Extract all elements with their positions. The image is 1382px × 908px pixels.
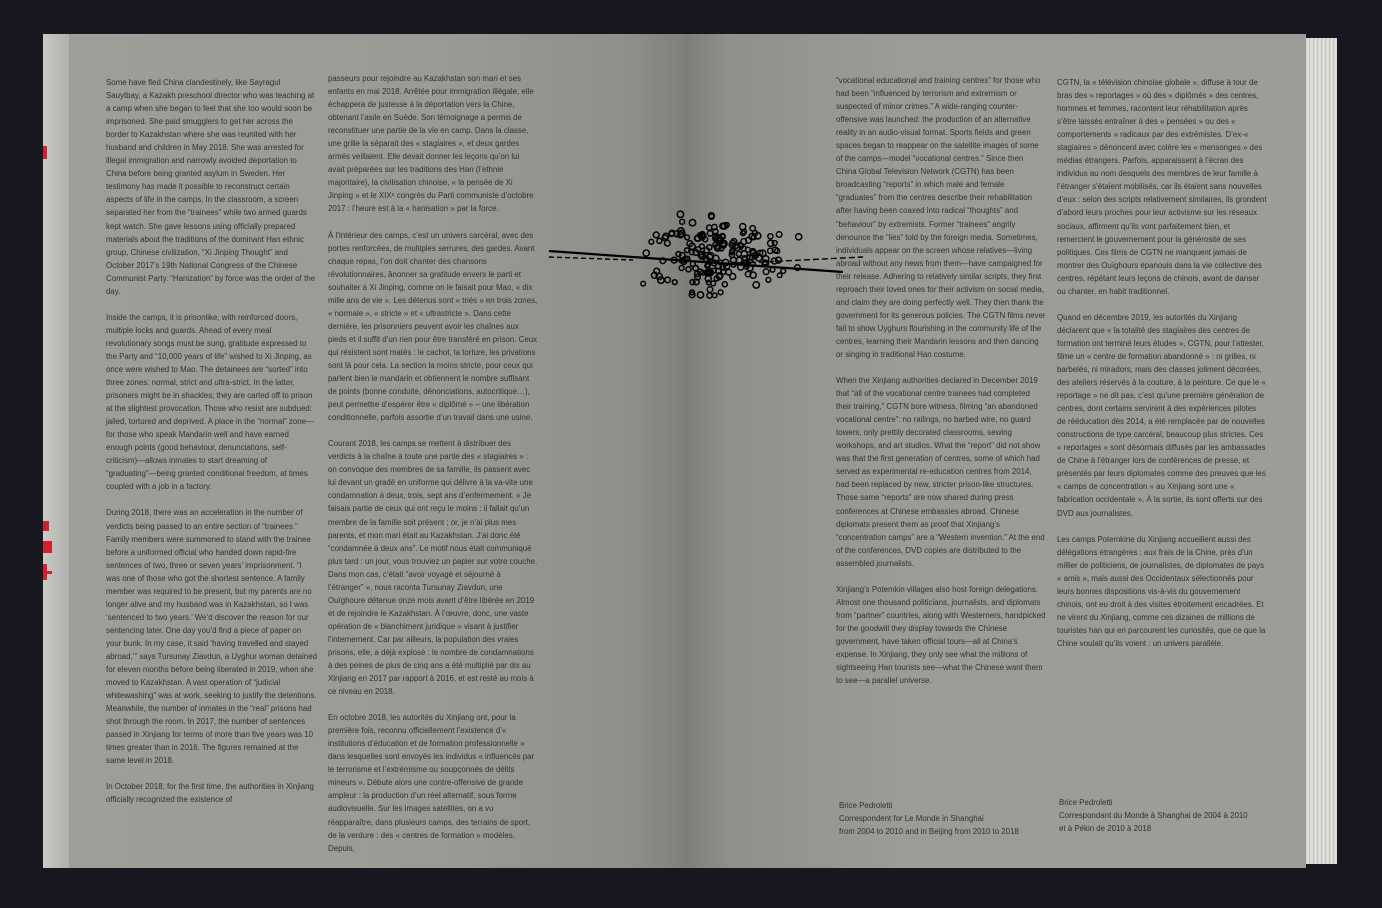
scatter-dot [741,246,746,251]
english-column-3 [836,74,1046,700]
scatter-dot [672,280,677,285]
scatter-dot [722,282,727,287]
scatter-dot [768,234,773,239]
author-credit-english [839,799,1019,838]
scatter-dot [707,287,713,293]
scatter-dot [679,266,684,271]
paragraph: In October 2018, for the first time, the authorities in Xinjiang officially recognized the existence of [106,782,314,805]
scatter-dot [781,269,786,274]
trend-line [549,251,843,272]
red-print-mark [43,541,52,553]
scatter-dot [686,267,691,272]
paragraph: En octobre 2018, les autorités du Xinjiang ont, pour la première fois, reconnu officiellement l’existence d’« institutions d’éducation et de formation professionnelle » dans lesquelles sont envoyés les individus « influencés par le terrorisme et l’extrémisme ou soupçonnés de délits mineurs ». Débute alors une contre-offensive de grande ampleur : la production d’un réel alternatif, sous forme audiovisuelle. Sur les images satellites, on a vu réapparaître, dans plusieurs camps, des terrains de sport, de la verdure : des « centres de formation » modèles. Depuis, [328,713,535,853]
author-dates: from 2004 to 2010 and in Beijing from 2010 to 2018 [839,827,1019,837]
scatter-illustration [543,179,873,369]
scatter-dot [653,232,659,238]
paragraph: À l’intérieur des camps, c’est un univers carcéral, avec des portes renforcées, de multiples serrures, des gardes. Avant chaque repas, l’on doit chanter des chansons révolutionnaires, ânonner sa gratitude envers le parti et souhaiter à Xi Jinping, comme on le faisait pour Mao, « dix mille ans de vie ». Les détenus sont « triés » en trois zones, « normale », « stricte » et « ultrastricte ». Dans cette dernière, les prisonniers peuvent avoir les chaînes aux pieds et il suffit d’un rien pour être transféré en prison. Ceux qui résistent sont matés : le cachot, la torture, les privations sont là pour cela. La section la moins stricte, pour ceux qui parlent bien le mandarin et obtiennent le nombre suffisant de points (bonne conduite, dénonciations, autocritique…), peut permettre d’espérer être « diplômé » – une libération conditionnelle, parfois assortie d’un travail dans une usine. [328,230,538,423]
scatter-dot [680,219,685,224]
scatter-dot [649,239,654,244]
scatter-dot [697,292,703,298]
scatter-dot [690,280,695,285]
paragraph: During 2018, there was an acceleration in the number of verdicts being passed to an entire section of “trainees.” Family members were summoned to stand with the trainee before a uniformed official who handed down rapid-fire sentences of two, three or seven years’ imprisonment. “I was one of those who got the shortest sentence. A family member was required to be present, but my parents are no longer alive and my husband was in Kazakhstan, so I was ‘sentenced to two years.’ We’d discover the reason for our sentencing later. One day you’d find a piece of paper on your bunk. In my case, it said ‘having travelled and stayed abroad,’” says Tursunay Ziavdun, a Uyghur woman detained for eleven months before being liberated in 2019, when she moved to Kazakhstan. A vast operation of “judicial whitewashing” was at work, seeking to justify the detentions. Meanwhile, the number of inmates in the “real” prisons had shot through the room. In 2017, the number of sentences passed in Xinjiang for terms of more than five years was 10 times greater than in 2016. The figures remained at the same level in 2018. [106,508,317,766]
scatter-dot [777,273,782,278]
scatter-dot [718,290,723,295]
scatter-dot [643,250,649,256]
scatter-dot [770,268,775,273]
dashed-extension-left [549,257,633,260]
paragraph: “vocational educational and training centres” for those who had been “influenced by terrorism and extremism or suspected of minor crimes.” A wide-ranging counter-offensive was launched: the production of an alternative reality in an audio-visual format. Sports fields and green spaces began to reappear on the satellite images of some of the camps—model “vocational centres.” Since then China Global Television Network (CGTN) has been broadcasting “reports” in which male and female “graduates” from the centres describe their rehabilitation after having been coaxed into radical “thoughts” and “behaviour” by extremists. Former “trainees” angrily denounce the “lies” told by the foreign media. Sometimes, individuals appear on the screen whose relatives—living abroad without any news from them—have campaigned for their release. Adhering to relatively similar scripts, they first reproach their loved ones for their activism on social media, and claim they are doing perfectly well. They then thank the government for its generous policies. The CGTN films never fail to show Uyghurs flourishing in the community life of the centres, learning their Mandarin lessons and then dancing or singing in traditional Han costume. [836,76,1046,359]
french-column-4 [1057,76,1267,663]
paragraph: CGTN, la « télévision chinoise globale », diffuse à tour de bras des « reportages » où des « diplômés » des centres, hommes et femmes, racontent leur réhabilitation après s’être laissés entraîner à des « pensées » ou des « comportements » radicaux par des extrémistes. D’ex-« stagiaires » dénoncent avec colère les « mensonges » des médias étrangers. Parfois, apparaissent à l’écran des individus au nom desquels des membres de leur famille à l’étranger s’étaient mobilisés, car ils étaient sans nouvelles d’eux : selon des scripts relativement similaires, ils grondent d’abord leurs proches pour leur activisme sur les réseaux sociaux, affirment qu’ils vont parfaitement bien, et remercient le gouvernement pour la générosité de ses politiques. Ces films de CGTN ne manquent jamais de montrer des Ouïghours épanouis dans la vie collective des centres, répétant leurs leçons de chinois, avant de danser ou chanter, en habit traditionnel. [1057,78,1267,296]
author-dates: et à Pékin de 2010 à 2018 [1059,824,1152,834]
scatter-dot [689,220,695,226]
paragraph: Courant 2018, les camps se mettent à distribuer des verdicts à la chaîne à toute une partie des « stagiaires » : on convoque des membres de sa famille, ils passent avec lui devant un gradé en uniforme qui délivre à la va-vite une condamnation à deux, trois, sept ans d’enfermement. « Je faisais partie de ceux qui ont reçu le moins : il fallait qu’un membre de la famille soit présent ; or, je n’ai plus mes parents, et mon mari était au Kazakhstan. J’ai donc été “condamnée à deux ans”. Le motif nous était communiqué plus tard : un jour, vous trouviez un papier sur votre couche. Dans mon cas, c’était “avoir voyagé et séjourné à l’étranger” », nous raconta Tursunay Ziavdun, une Ouïghoure détenue onze mois avant d’être libérée en 2019 et de rejoindre le Kazakhstan. À l’œuvre, donc, une vaste opération de « blanchiment juridique » visant à justifier l’internement. Car par ailleurs, la population des vraies prisons, elle, a déjà explosé : le nombre de condamnations à des peines de plus de cinq ans a été multiplié par dix au Xinjiang en 2017 par rapport à 2016, et est resté au mois à ce niveau en 2018. [328,439,538,697]
paragraph: Inside the camps, it is prisonlike, with reinforced doors, multiple locks and guards. Ahead of every meal revolutionary songs must be sung, gratitude expressed to the Party and “10,000 years of life” wished to Xi Jinping, as once were wished to Mao. The detainees are “sorted” into three zones: normal, strict and ultra-strict. In the latter, prisoners might be in shackles; they are carted off to prison at the slightest provocation. Those who resist are subdued: jailed, tortured and deprived. A place in the “normal” zone—for those who speak Mandarin well and have earned enough points (good behaviour, denunciations, self-criticism)—allows inmates to start dreaming of “graduating”—being granted conditional freedom, at times coupled with a job in a factory. [106,312,314,492]
scatter-dot [707,280,712,285]
scatter-dot [720,234,725,239]
scatter-dot [796,234,802,240]
red-print-mark [43,146,47,159]
french-column-2 [328,72,538,868]
page-block-edge [1306,38,1337,864]
scatter-dot [685,235,690,240]
scatter-dot [776,232,782,238]
scatter-dot [641,281,646,286]
author-credit-french [1059,796,1248,835]
scatter-dots [641,211,802,298]
author-role: Correspondent for Le Monde in Shanghai [839,814,984,824]
scatter-dot [753,282,759,288]
red-print-mark [46,571,52,574]
scatter-dot [705,264,710,269]
scatter-dot [689,250,694,255]
paragraph: Quand en décembre 2019, les autorités du Xinjiang déclarent que « la totalité des stagiaires des centres de formation ont terminé leurs études », CGTN, pour l’attester, filme un « centre de formation abandonné » : ni grilles, ni barbelés, ni miradors, mais des classes joliment décorées, des ateliers réservés à la couture, à la peinture. Ce que le « reportage » ne dit pas, c’est qu’une première génération de centres, dont certains servirent à des expériences pilotes de rééducation dès 2014, a été remplacée par de nouvelles constructions de type carcéral, beaucoup plus strictes. Ces « reportages » sont désormais diffusés par les ambassades de Chine à l’étranger lors de conférences de presse, et présentés par leurs diplomates comme des preuves que les « camps de concentration » au Xinjiang sont une « fabrication occidentale ». À la sortie, ils sont offerts sur des DVD aux journalistes. [1057,312,1266,518]
scatter-dot [772,241,777,246]
left-page-edge [43,34,69,868]
red-print-mark [43,521,49,531]
left-page [43,34,684,868]
scatter-dot [766,278,771,283]
scatter-dot [726,269,732,275]
scatter-dot [763,269,769,275]
scatter-dot [775,257,781,263]
paragraph: Les camps Potemkine du Xinjiang accueillent aussi des délégations étrangères : aux frais de la Chine, près d’un millier de politiciens, de journalistes, de diplomates de pays « amis », mais aussi des Occidentaux sélectionnés pour leurs bonnes dispositions vis-à-vis du gouvernement chinois, ont eu droit à des visites étroitement encadrées. Et ne virent du Xinjiang, comme ces dizaines de millions de touristes han qui en parcourent les curiosités, que ce que la Chine voulait qu’ils voient : un univers parallèle. [1057,534,1266,648]
scatter-dot [707,231,712,236]
paragraph: Some have fled China clandestinely, like Sayragul Sauytbay, a Kazakh preschool director who was teaching at a camp when she began to feel that she too would soon be imprisoned. She paid smugglers to get her across the border to Kazakhstan where she was reunited with her husband and children in May 2018. She was arrested for illegal immigration and narrowly avoided deportation to China before being granted asylum in Sweden. Her testimony has made it possible to reconstruct certain aspects of life in the camps. In the classroom, a screen separated her from the “trainees” while two armed guards kept watch. She gave lessons using officially prepared materials about the traditions of the dominant Han ethnic group, Chinese civilization, “Xi Jinping Thought” and October 2017’s 19th National Congress of the Chinese Communist Party. “Hanization” by force was the order of the day. [106,78,316,296]
paragraph: Xinjiang’s Potemkin villages also host foreign delegations. Almost one thousand politicians, journalists, and diplomats from “partner” countries, along with Westerners, handpicked for the goodwill they display towards the Chinese government, have taken official tours—all at China’s expense. In Xinjiang, they only see what the millions of sightseeing Han tourists see—what the Chinese want them to see—a parallel universe. [836,584,1046,686]
scatter-dot [676,252,681,257]
english-column-1 [106,76,317,819]
scatter-dot [685,248,690,253]
scatter-dot [707,293,712,298]
author-role: Correspondant du Monde à Shanghai de 2004 à 2010 [1059,811,1248,821]
book-spread [43,34,1337,868]
scatter-dot [712,293,717,298]
right-page [684,34,1306,868]
scatter-dot [721,270,726,275]
scatter-dot [665,240,671,246]
scatter-dot [677,211,683,217]
scatter-dot [665,277,671,283]
author-name: Brice Pedroletti [1059,798,1113,807]
scatter-dot [657,238,662,243]
paragraph: When the Xinjiang authorities declared in December 2019 that “all of the vocational centre trainees had completed their training,” CGTN bore witness, filming “an abandoned vocational centre”: no railings, no barbed wire, no guard towers, only prettily decorated classrooms, sewing workshops, and art studios. What the “report” did not show was that the first generation of centres, some of which had served as experimental re-education centres from 2014, had been replaced by new, stricter prison-like structures. Those same “reports” are now shared during press conferences at Chinese embassies abroad. Chinese diplomats present them as proof that Xinjiang’s “concentration camps” are a “Western invention.” At the end of the conferences, DVD copies are distributed to the assembled journalists. [836,376,1045,568]
scatter-dot [736,257,742,263]
paragraph: passeurs pour rejoindre au Kazakhstan son mari et ses enfants en mai 2018. Arrêtée pour immigration illégale, elle échappera de justesse à la déportation vers la Chine, obtenant l’asile en Suède. Son témoignage a permis de reconstituer une partie de la vie en camp. Dans la classe, une grille la séparait des « stagiaires », et deux gardes armés veillaient. Elle devait donner les leçons qu’on lui avait préparées sur les traditions des Han (l’ethnie majoritaire), la civilisation chinoise, « la pensée de Xi Jinping » et le XIXᵉ congrès du Parti communiste d’octobre 2017 : l’heure est à la « hanisation » par la force. [328,74,534,214]
author-name: Brice Pedroletti [839,801,893,810]
